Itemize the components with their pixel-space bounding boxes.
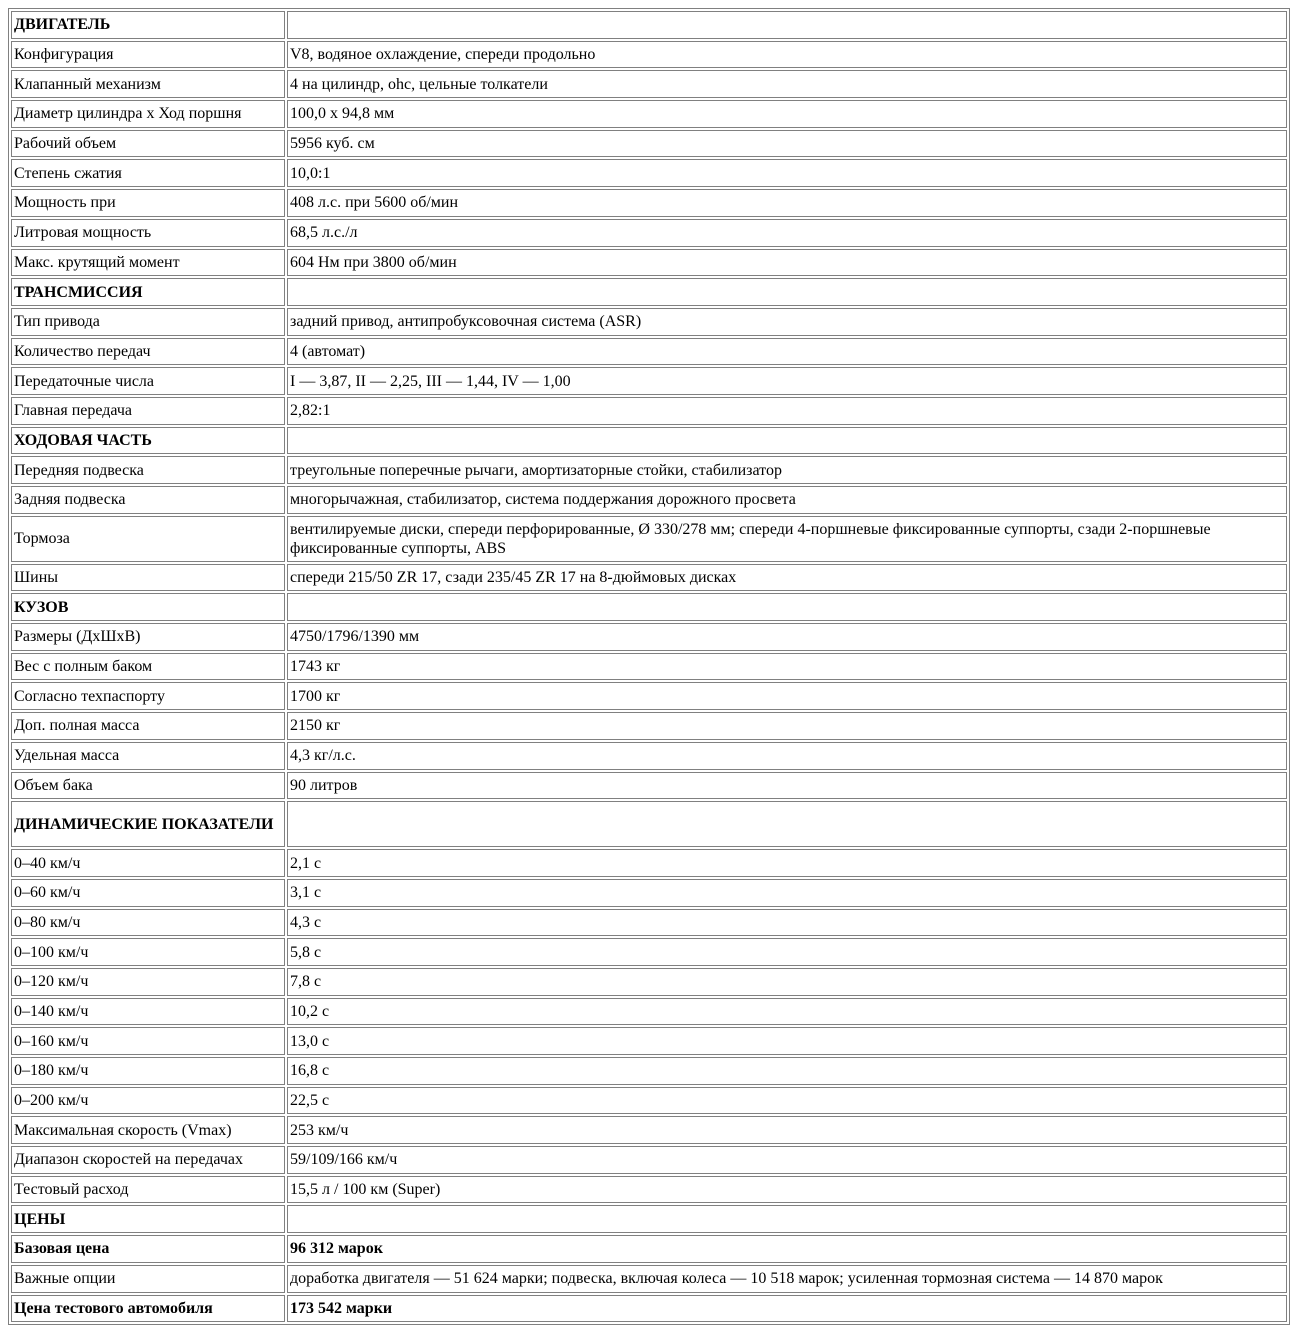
row-label: Шины: [11, 564, 285, 592]
spec-table-body: [11, 11, 1287, 1322]
table-row: [11, 159, 1287, 187]
section-empty-cell: [287, 427, 1287, 455]
row-label: Передаточные числа: [11, 367, 285, 395]
table-row: [11, 338, 1287, 366]
row-value: 253 км/ч: [287, 1116, 1287, 1144]
row-label: Макс. крутящий момент: [11, 249, 285, 277]
row-value: I — 3,87, II — 2,25, III — 1,44, IV — 1,00: [287, 367, 1287, 395]
row-label: 0–40 км/ч: [11, 849, 285, 877]
row-value: многорычажная, стабилизатор, система поддержания дорожного просвета: [287, 486, 1287, 514]
table-row: [11, 938, 1287, 966]
table-row: [11, 1146, 1287, 1174]
section-empty-cell: [287, 801, 1287, 847]
table-row: [11, 772, 1287, 800]
table-row: [11, 682, 1287, 710]
table-row: [11, 653, 1287, 681]
row-value: 4,3 с: [287, 909, 1287, 937]
table-row: [11, 308, 1287, 336]
table-row: [11, 249, 1287, 277]
row-value: 1743 кг: [287, 653, 1287, 681]
row-label: Главная передача: [11, 397, 285, 425]
row-label: Диаметр цилиндра x Ход поршня: [11, 100, 285, 128]
row-value: 59/109/166 км/ч: [287, 1146, 1287, 1174]
row-label: Мощность при: [11, 189, 285, 217]
row-value: 68,5 л.с./л: [287, 219, 1287, 247]
row-value: треугольные поперечные рычаги, амортизаторные стойки, стабилизатор: [287, 456, 1287, 484]
table-row: [11, 998, 1287, 1026]
table-row: [11, 1087, 1287, 1115]
section-empty-cell: [287, 593, 1287, 621]
row-value: 16,8 с: [287, 1057, 1287, 1085]
section-empty-cell: [287, 1205, 1287, 1233]
row-label: Клапанный механизм: [11, 70, 285, 98]
row-value: 3,1 с: [287, 879, 1287, 907]
row-value: 5,8 с: [287, 938, 1287, 966]
row-value: 15,5 л / 100 км (Super): [287, 1176, 1287, 1204]
table-row: [11, 41, 1287, 69]
row-label: Максимальная скорость (Vmax): [11, 1116, 285, 1144]
row-label: Литровая мощность: [11, 219, 285, 247]
section-header-row: [11, 593, 1287, 621]
row-value: доработка двигателя — 51 624 марки; подвеска, включая колеса — 10 518 марок; усиленная тормозная система — 14 870 марок: [287, 1265, 1287, 1293]
row-label: Тормоза: [11, 516, 285, 562]
row-value: 10,2 с: [287, 998, 1287, 1026]
row-label: Диапазон скоростей на передачах: [11, 1146, 285, 1174]
table-row: [11, 909, 1287, 937]
table-row: [11, 516, 1287, 562]
row-label: Конфигурация: [11, 41, 285, 69]
row-value: 4 на цилиндр, ohc, цельные толкатели: [287, 70, 1287, 98]
row-value: 4750/1796/1390 мм: [287, 623, 1287, 651]
section-empty-cell: [287, 278, 1287, 306]
table-row: [11, 486, 1287, 514]
section-empty-cell: [287, 11, 1287, 39]
row-label: 0–200 км/ч: [11, 1087, 285, 1115]
row-label: Рабочий объем: [11, 130, 285, 158]
section-header-row: [11, 11, 1287, 39]
section-title: КУЗОВ: [11, 593, 285, 621]
row-label: Задняя подвеска: [11, 486, 285, 514]
table-row: [11, 70, 1287, 98]
row-label: Тип привода: [11, 308, 285, 336]
table-row: [11, 189, 1287, 217]
table-row: [11, 623, 1287, 651]
table-row: [11, 849, 1287, 877]
table-row: [11, 1235, 1287, 1263]
row-value: 4 (автомат): [287, 338, 1287, 366]
table-row: [11, 456, 1287, 484]
row-value: 5956 куб. см: [287, 130, 1287, 158]
spec-table: [8, 8, 1290, 1325]
table-row: [11, 1295, 1287, 1323]
table-row: [11, 1116, 1287, 1144]
table-row: [11, 367, 1287, 395]
section-header-row: [11, 1205, 1287, 1233]
row-label: Передняя подвеска: [11, 456, 285, 484]
row-value: 2,82:1: [287, 397, 1287, 425]
table-row: [11, 130, 1287, 158]
row-label: Базовая цена: [11, 1235, 285, 1263]
row-label: 0–100 км/ч: [11, 938, 285, 966]
row-label: 0–120 км/ч: [11, 968, 285, 996]
row-value: 100,0 x 94,8 мм: [287, 100, 1287, 128]
row-value: 604 Нм при 3800 об/мин: [287, 249, 1287, 277]
row-value: V8, водяное охлаждение, спереди продольно: [287, 41, 1287, 69]
row-label: 0–60 км/ч: [11, 879, 285, 907]
table-row: [11, 219, 1287, 247]
section-header-row: [11, 427, 1287, 455]
row-label: Размеры (ДхШхВ): [11, 623, 285, 651]
section-title: ХОДОВАЯ ЧАСТЬ: [11, 427, 285, 455]
row-label: 0–80 км/ч: [11, 909, 285, 937]
section-title: ДВИГАТЕЛЬ: [11, 11, 285, 39]
row-value: спереди 215/50 ZR 17, сзади 235/45 ZR 17 на 8-дюймовых дисках: [287, 564, 1287, 592]
table-row: [11, 712, 1287, 740]
table-row: [11, 879, 1287, 907]
row-label: Согласно техпаспорту: [11, 682, 285, 710]
row-value: 96 312 марок: [287, 1235, 1287, 1263]
row-label: Удельная масса: [11, 742, 285, 770]
section-title: ЦЕНЫ: [11, 1205, 285, 1233]
row-label: Доп. полная масса: [11, 712, 285, 740]
row-value: 4,3 кг/л.с.: [287, 742, 1287, 770]
row-value: вентилируемые диски, спереди перфорированные, Ø 330/278 мм; спереди 4-поршневые фиксированные суппорты, сзади 2-поршневые фиксированные суппорты, ABS: [287, 516, 1287, 562]
row-label: Количество передач: [11, 338, 285, 366]
table-row: [11, 1027, 1287, 1055]
table-row: [11, 742, 1287, 770]
table-row: [11, 1265, 1287, 1293]
table-row: [11, 100, 1287, 128]
section-header-row: [11, 278, 1287, 306]
row-label: Цена тестового автомобиля: [11, 1295, 285, 1323]
row-label: Вес с полным баком: [11, 653, 285, 681]
row-value: 2150 кг: [287, 712, 1287, 740]
table-row: [11, 968, 1287, 996]
row-value: 173 542 марки: [287, 1295, 1287, 1323]
row-value: задний привод, антипробуксовочная система (ASR): [287, 308, 1287, 336]
row-value: 2,1 с: [287, 849, 1287, 877]
table-row: [11, 1176, 1287, 1204]
row-value: 10,0:1: [287, 159, 1287, 187]
row-label: 0–160 км/ч: [11, 1027, 285, 1055]
section-title: ДИНАМИЧЕСКИЕ ПОКАЗАТЕЛИ: [11, 801, 285, 847]
row-value: 22,5 с: [287, 1087, 1287, 1115]
row-label: 0–180 км/ч: [11, 1057, 285, 1085]
row-label: Важные опции: [11, 1265, 285, 1293]
row-value: 1700 кг: [287, 682, 1287, 710]
section-title: ТРАНСМИССИЯ: [11, 278, 285, 306]
section-header-row: [11, 801, 1287, 847]
table-row: [11, 397, 1287, 425]
row-label: Степень сжатия: [11, 159, 285, 187]
table-row: [11, 564, 1287, 592]
row-value: 90 литров: [287, 772, 1287, 800]
row-value: 13,0 с: [287, 1027, 1287, 1055]
row-value: 7,8 с: [287, 968, 1287, 996]
table-row: [11, 1057, 1287, 1085]
row-value: 408 л.с. при 5600 об/мин: [287, 189, 1287, 217]
row-label: Тестовый расход: [11, 1176, 285, 1204]
row-label: Объем бака: [11, 772, 285, 800]
row-label: 0–140 км/ч: [11, 998, 285, 1026]
